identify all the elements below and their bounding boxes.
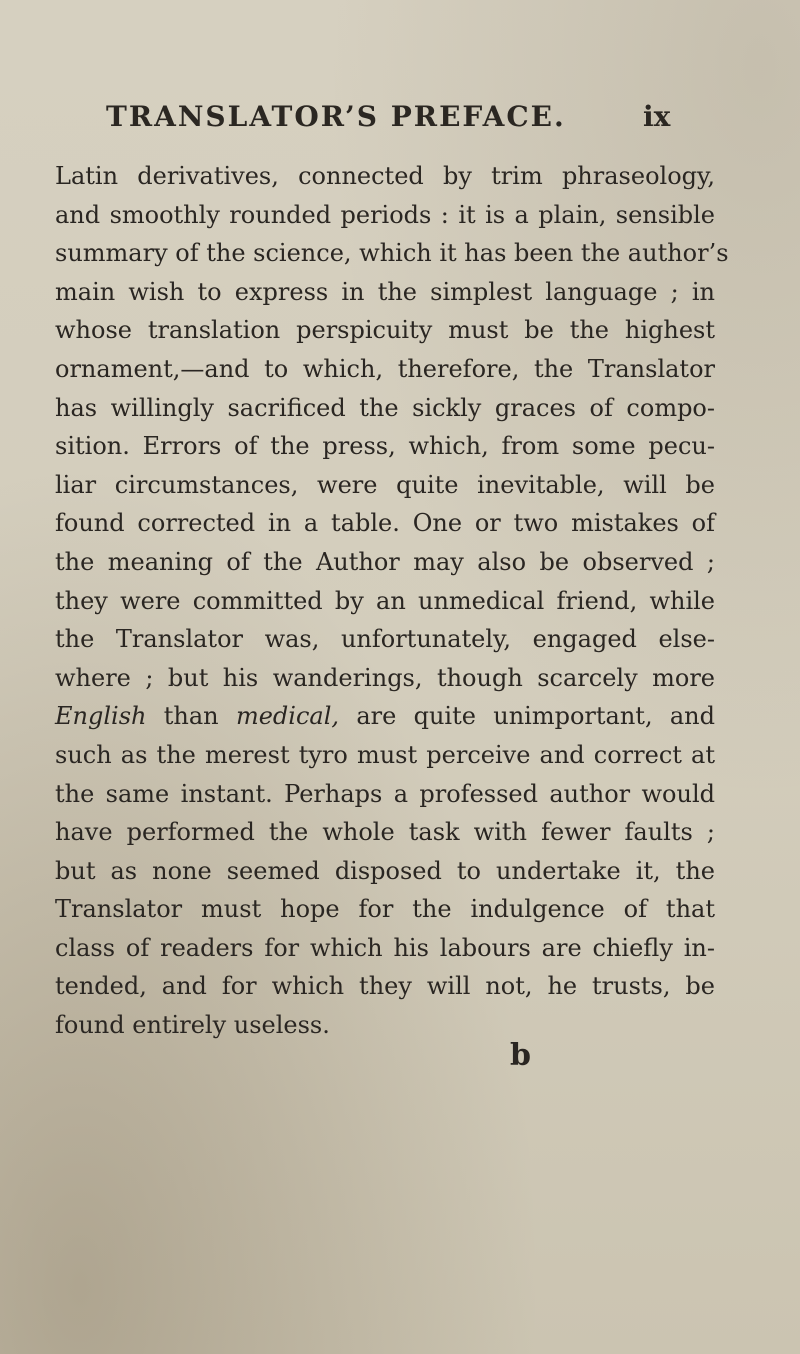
text-line: summary of the science, which it has been the author’s [55,239,729,268]
text-line-italic-mixed [55,697,715,736]
text-line: class of readers for which his labours are chiefly in- [55,933,715,962]
text-line: sition. Errors of the press, which, from some pecu- [55,432,715,461]
text-line: the meaning of the Author may also be observed ; [55,547,715,576]
text-line: but as none seemed disposed to undertake it, the [55,856,715,885]
preface-body [55,157,729,1045]
text-line: tended, and for which they will not, he trusts, be [55,972,715,1001]
text-line: the Translator was, unfortunately, engaged else- [55,625,715,654]
text-fragment: than [146,702,236,731]
text-line: found corrected in a table. One or two mistakes of [55,509,715,538]
text-line: main wish to express in the simplest language ; in [55,277,715,306]
text-line: liar circumstances, were quite inevitable, will be [55,470,715,499]
text-line: have performed the whole task with fewer faults ; [55,818,715,847]
page-number: ix [643,100,671,133]
text-line: the same instant. Perhaps a professed author would [55,779,715,808]
running-head [0,100,800,150]
text-line: has willingly sacrificed the sickly graces of compo- [55,393,715,422]
text-line: Translator must hope for the indulgence of that [55,895,715,924]
text-fragment: are quite unimportant, and [339,702,716,731]
italic-word-medical: medical, [235,702,340,731]
italic-word-english: English [55,702,147,731]
text-line: whose translation perspicuity must be the highest [55,316,715,345]
running-head-title: TRANSLATOR’S PREFACE. [106,100,566,133]
text-line: where ; but his wanderings, though scarcely more [55,663,715,692]
text-line: Latin derivatives, connected by trim phraseology, [55,162,715,190]
signature-mark: b [510,1038,531,1073]
text-line: they were committed by an unmedical friend, while [55,586,715,615]
text-line: ornament,—and to which, therefore, the Translator [55,354,715,383]
text-line-last: found entirely useless. [55,1011,330,1040]
text-line: such as the merest tyro must perceive and correct at [55,740,715,769]
text-line: and smoothly rounded periods : it is a plain, sensible [55,200,715,229]
